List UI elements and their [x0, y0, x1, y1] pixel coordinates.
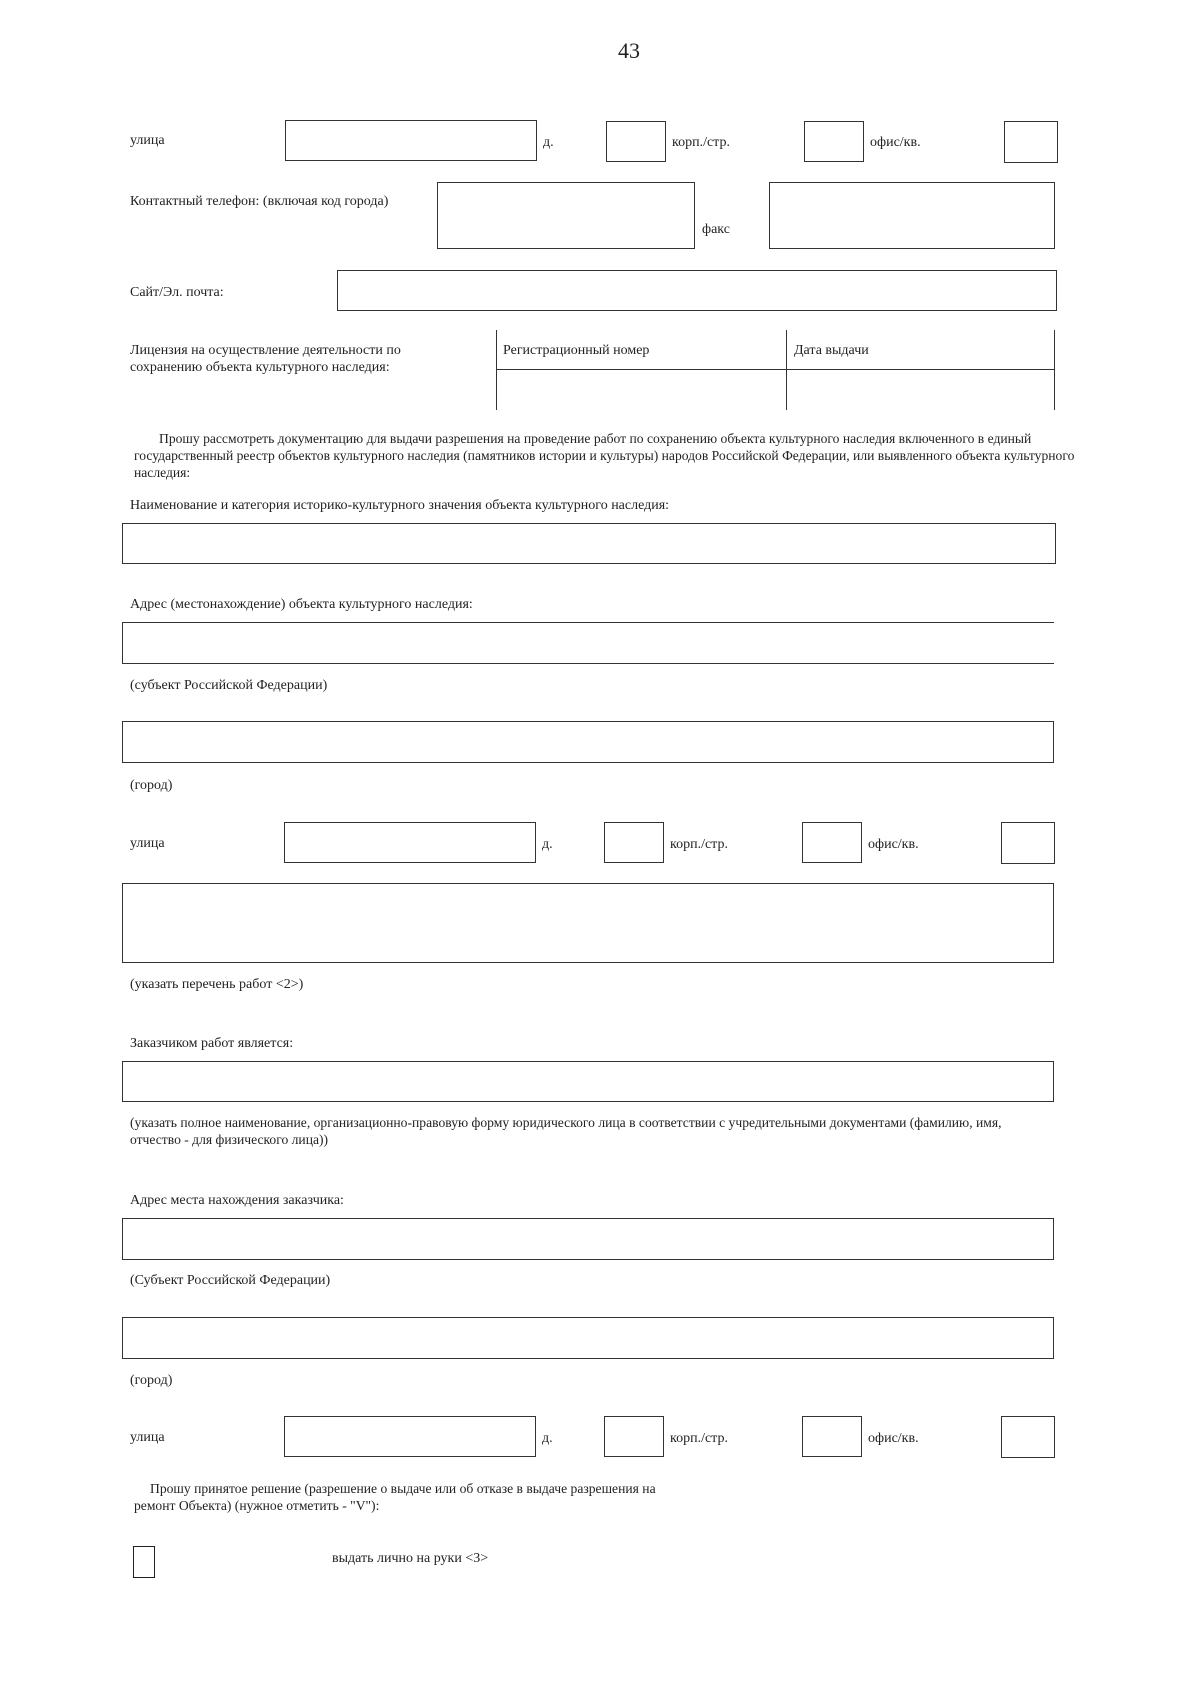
issue-date-field[interactable]	[787, 371, 1053, 409]
customer-building-label: корп./стр.	[670, 1431, 728, 1446]
reg-number-header: Регистрационный номер	[503, 343, 650, 358]
site-email-label: Сайт/Эл. почта:	[130, 285, 224, 300]
office-label: офис/кв.	[870, 135, 921, 150]
license-table-right-border	[1054, 330, 1055, 410]
house-label: д.	[543, 135, 554, 150]
object-building-label: корп./стр.	[670, 837, 728, 852]
object-address-label: Адрес (местонахождение) объекта культурного наследия:	[130, 597, 473, 612]
customer-house-field[interactable]	[604, 1416, 664, 1457]
object-house-field[interactable]	[604, 822, 664, 863]
object-house-label: д.	[542, 837, 553, 852]
license-label: Лицензия на осуществление деятельности по сохранению объекта культурного наследия:	[130, 343, 401, 375]
in-person-checkbox[interactable]	[133, 1546, 155, 1578]
license-table-header-line	[496, 369, 1054, 370]
customer-label: Заказчиком работ является:	[130, 1036, 294, 1051]
object-office-field[interactable]	[1001, 822, 1055, 864]
building-label: корп./стр.	[672, 135, 730, 150]
object-city-field[interactable]	[122, 721, 1054, 763]
object-street-label: улица	[130, 836, 165, 851]
customer-subject-field[interactable]	[122, 1218, 1054, 1260]
works-caption: (указать перечень работ <2>)	[130, 977, 304, 992]
object-street-field[interactable]	[284, 822, 536, 863]
object-building-field[interactable]	[802, 822, 862, 863]
building-field[interactable]	[804, 121, 864, 162]
phone-field[interactable]	[437, 182, 695, 249]
decision-paragraph: Прошу принятое решение (разрешение о выдаче или об отказе в выдаче разрешения на ремонт Объекта) (нужное отметить - "V"):	[134, 1481, 656, 1513]
fax-label: факс	[702, 222, 730, 237]
site-email-field[interactable]	[337, 270, 1057, 311]
customer-building-field[interactable]	[802, 1416, 862, 1457]
object-subject-caption: (субъект Российской Федерации)	[130, 678, 328, 693]
page-number: 43	[618, 38, 640, 63]
customer-subject-caption: (Субъект Российской Федерации)	[130, 1273, 331, 1288]
customer-house-label: д.	[542, 1431, 553, 1446]
reg-number-field[interactable]	[497, 371, 785, 409]
house-field[interactable]	[606, 121, 666, 162]
object-name-label: Наименование и категория историко-культурного значения объекта культурного наследия:	[130, 498, 670, 513]
customer-city-field[interactable]	[122, 1317, 1054, 1359]
phone-label: Контактный телефон: (включая код города)	[130, 194, 389, 209]
customer-caption: (указать полное наименование, организационно-правовую форму юридического лица в соответствии с учредительными документами (фамилию, имя, отчество - для физического лица))	[130, 1115, 1002, 1147]
street-label: улица	[130, 133, 165, 148]
customer-field[interactable]	[122, 1061, 1054, 1102]
office-field[interactable]	[1004, 121, 1058, 163]
object-name-field[interactable]	[122, 523, 1056, 564]
object-subject-field[interactable]	[122, 622, 1054, 664]
customer-address-label: Адрес места нахождения заказчика:	[130, 1193, 344, 1208]
customer-city-caption: (город)	[130, 1373, 173, 1388]
request-paragraph: Прошу рассмотреть документацию для выдачи разрешения на проведение работ по сохранению объекта культурного наследия включенного в единый государственный реестр объектов культурного наследия (памятников истории и культуры) народов Российской Федерации, или выявленного объекта культурного наследия:	[134, 431, 1075, 480]
object-office-label: офис/кв.	[868, 837, 919, 852]
fax-field[interactable]	[769, 182, 1055, 249]
customer-street-field[interactable]	[284, 1416, 536, 1457]
works-list-field[interactable]	[122, 883, 1054, 963]
object-city-caption: (город)	[130, 778, 173, 793]
issue-date-header: Дата выдачи	[794, 343, 869, 358]
customer-office-label: офис/кв.	[868, 1431, 919, 1446]
customer-office-field[interactable]	[1001, 1416, 1055, 1458]
in-person-option-label: выдать лично на руки <3>	[332, 1551, 489, 1566]
street-field[interactable]	[285, 120, 537, 161]
customer-street-label: улица	[130, 1430, 165, 1445]
